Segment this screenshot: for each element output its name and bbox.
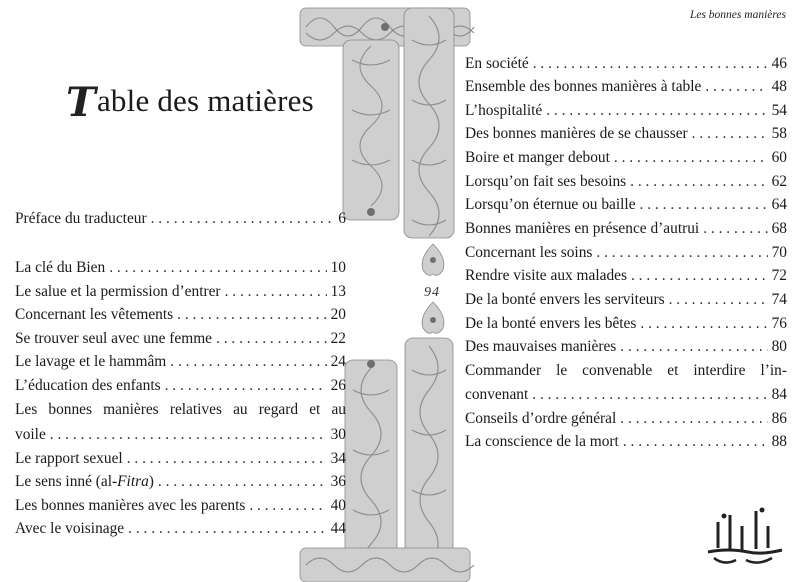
leader-dots — [596, 241, 767, 265]
toc-entry-page: 48 — [771, 78, 787, 95]
toc-entry[interactable] — [15, 423, 346, 447]
leader-dots — [127, 447, 327, 471]
leader-dots — [128, 517, 326, 541]
toc-entry-title: De la bonté envers les serviteurs — [465, 291, 665, 308]
toc-entry[interactable] — [15, 327, 346, 351]
leader-dots — [546, 99, 767, 123]
toc-entry[interactable] — [465, 264, 787, 288]
leader-dots — [640, 312, 767, 336]
leader-dots — [151, 207, 335, 231]
toc-entry-title: Boire et manger debout — [465, 149, 610, 166]
toc-entry-title: Concernant les soins — [465, 244, 593, 261]
toc-entry[interactable] — [465, 75, 787, 99]
toc-entry-title: Le lavage et le hammâm — [15, 353, 167, 370]
toc-entry-title: La conscience de la mort — [465, 433, 619, 450]
title-text: able des matières — [96, 82, 314, 118]
leader-dots — [705, 75, 767, 99]
toc-entry-page: 44 — [330, 520, 346, 537]
toc-entry-page: 62 — [771, 173, 787, 190]
toc-entry-title: Préface du traducteur — [15, 210, 147, 227]
leader-dots — [630, 170, 767, 194]
toc-entry-title: Commander le convenable et interdire l’in- — [465, 362, 787, 379]
toc-entry-title: Rendre visite aux malades — [465, 267, 627, 284]
toc-entry[interactable] — [15, 374, 346, 398]
title-part: Le sens inné (al- — [15, 473, 118, 490]
toc-entry-page: 72 — [771, 267, 787, 284]
leader-dots — [50, 423, 327, 447]
toc-entry-page: 64 — [771, 196, 787, 213]
toc-entry[interactable] — [465, 193, 787, 217]
leader-dots — [109, 256, 326, 280]
toc-entry-page: 40 — [330, 497, 346, 514]
toc-entry-page: 76 — [771, 315, 787, 332]
toc-entry-page: 68 — [771, 220, 787, 237]
toc-entry[interactable] — [465, 99, 787, 123]
toc-entry-title: Les bonnes manières relatives au regard et au — [15, 401, 346, 418]
toc-entry-title: Des bonnes manières de se chausser — [465, 125, 688, 142]
toc-entry-title: Lorsqu’on éternue ou baille — [465, 196, 636, 213]
toc-entry-page: 70 — [771, 244, 787, 261]
leader-dots — [225, 280, 327, 304]
toc-entry-page: 13 — [330, 283, 346, 300]
running-header: Les bonnes manières — [689, 9, 786, 21]
toc-right-column — [465, 0, 787, 582]
toc-entry-page: 10 — [330, 259, 346, 276]
leader-dots — [623, 430, 768, 454]
toc-entry-title: La clé du Bien — [15, 259, 106, 276]
toc-entry-title: Bonnes manières en présence d’autrui — [465, 220, 700, 237]
toc-entry[interactable] — [465, 288, 787, 312]
toc-entry[interactable] — [15, 207, 346, 231]
leader-dots — [640, 193, 768, 217]
toc-entry-page: 36 — [330, 473, 346, 490]
toc-entry-title: Ensemble des bonnes manières à table — [465, 78, 702, 95]
title-part: ) — [148, 473, 154, 490]
leader-dots — [533, 52, 768, 76]
toc-entry-page: 6 — [338, 210, 346, 227]
toc-entry-page: 86 — [771, 410, 787, 427]
toc-entry-title: Concernant les vêtements — [15, 306, 174, 323]
lower-right-column-ornament — [405, 338, 453, 580]
toc-entry-title: Lorsqu’on fait ses besoins — [465, 173, 627, 190]
toc-entry[interactable] — [15, 256, 346, 280]
toc-entry-title: Avec le voisinage — [15, 520, 125, 537]
leader-dots — [158, 470, 327, 494]
toc-left-column — [15, 0, 346, 582]
toc-entry-title: En société — [465, 55, 529, 72]
toc-entry-page: 20 — [330, 306, 346, 323]
toc-entry-title: L’hospitalité — [465, 102, 543, 119]
toc-entry-page: 24 — [330, 353, 346, 370]
page-number: 94 — [424, 285, 440, 300]
toc-entry-title: convenant — [465, 386, 529, 403]
toc-entry-title: Les bonnes manières avec les parents — [15, 497, 246, 514]
toc-entry[interactable] — [15, 303, 346, 327]
title-drop-cap: T — [66, 78, 96, 126]
toc-entry-page: 34 — [330, 450, 346, 467]
toc-entry[interactable] — [465, 217, 787, 241]
toc-entry[interactable] — [15, 350, 346, 374]
toc-entry[interactable] — [465, 170, 787, 194]
leader-dots — [620, 335, 767, 359]
toc-entry[interactable] — [465, 146, 787, 170]
title-italic-part: Fitra — [117, 473, 149, 490]
toc-entry[interactable] — [465, 335, 787, 359]
toc-entry[interactable] — [15, 494, 346, 518]
toc-entry-title: Des mauvaises manières — [465, 338, 617, 355]
toc-entry[interactable] — [15, 280, 346, 304]
toc-entry-page: 88 — [771, 433, 787, 450]
toc-entry-page: 46 — [771, 55, 787, 72]
leader-dots — [631, 264, 768, 288]
toc-entry[interactable] — [15, 470, 346, 494]
leader-dots — [692, 122, 768, 146]
leader-dots — [669, 288, 768, 312]
toc-entry-page: 58 — [771, 125, 787, 142]
toc-entry[interactable] — [15, 447, 346, 471]
toc-entry[interactable] — [465, 383, 787, 407]
leader-dots — [216, 327, 327, 351]
toc-entry-continued[interactable] — [465, 359, 787, 383]
toc-entry[interactable] — [15, 517, 346, 541]
toc-entry-title: L’éducation des enfants — [15, 377, 161, 394]
leader-dots — [165, 374, 327, 398]
toc-entry-page: 54 — [771, 102, 787, 119]
arabic-calligraphy-ornament — [700, 500, 790, 570]
toc-entry[interactable] — [465, 241, 787, 265]
toc-entry-page: 84 — [771, 386, 787, 403]
toc-entry[interactable] — [465, 312, 787, 336]
toc-entry-page: 26 — [330, 377, 346, 394]
toc-entry-continued[interactable] — [15, 398, 346, 422]
toc-entry-page: 22 — [330, 330, 346, 347]
toc-entry-title: Conseils d’ordre général — [465, 410, 617, 427]
toc-entry-title: De la bonté envers les bêtes — [465, 315, 637, 332]
leader-dots — [614, 146, 768, 170]
upper-right-column-ornament — [404, 8, 454, 238]
toc-entry-page: 80 — [771, 338, 787, 355]
leader-dots — [532, 383, 767, 407]
toc-entry[interactable] — [465, 430, 787, 454]
toc-entry-title: Se trouver seul avec une femme — [15, 330, 213, 347]
leader-dots — [170, 350, 326, 374]
toc-entry-title: voile — [15, 426, 46, 443]
toc-entry[interactable] — [465, 407, 787, 431]
leader-dots — [177, 303, 326, 327]
toc-entry-title: Le rapport sexuel — [15, 450, 123, 467]
toc-entry-title: Le salue et la permission d’entrer — [15, 283, 221, 300]
toc-entry[interactable] — [465, 122, 787, 146]
toc-entry[interactable] — [465, 52, 787, 76]
toc-entry-page: 30 — [330, 426, 346, 443]
toc-entry-title — [15, 470, 154, 494]
leader-dots — [703, 217, 767, 241]
leader-dots — [249, 494, 326, 518]
toc-entry-page: 74 — [771, 291, 787, 308]
upper-left-column-ornament — [343, 40, 399, 220]
toc-entry-page: 60 — [771, 149, 787, 166]
leader-dots — [620, 407, 767, 431]
